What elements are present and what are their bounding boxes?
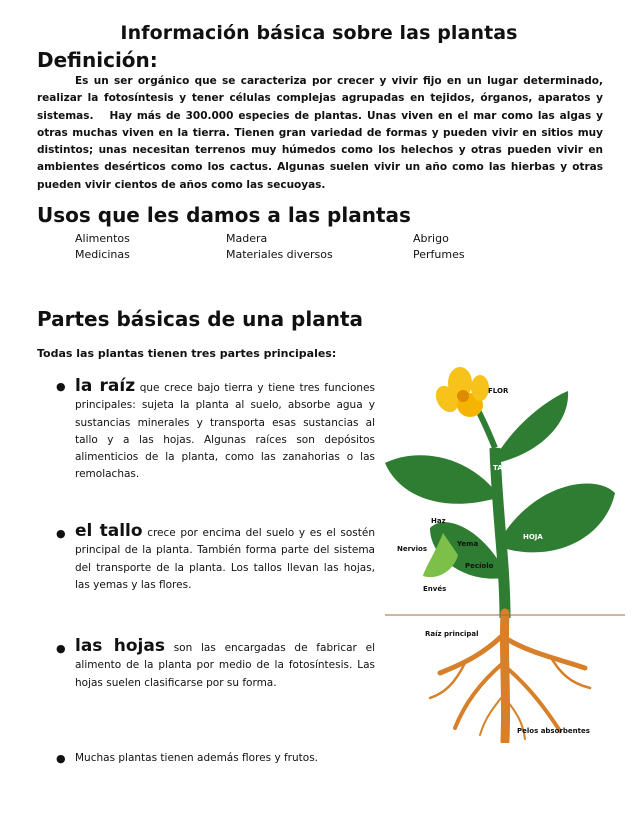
bullet-hojas xyxy=(75,638,375,692)
bullet-flores xyxy=(75,750,395,767)
label-flor: FLOR xyxy=(488,387,509,395)
leaf-right-shape xyxy=(501,483,615,552)
stem-shape xyxy=(495,448,505,618)
use-item: Materiales diversos xyxy=(226,248,333,261)
bullet-text: son las encargadas de fabricar el alimento de la planta por medio de la fotosíntesis. Las hojas suelen clasificarse por su forma. xyxy=(75,642,375,689)
bullet-keyword: la raíz xyxy=(75,376,136,396)
parts-heading: Partes básicas de una planta xyxy=(37,307,364,331)
label-nervios: Nervios xyxy=(397,545,427,553)
label-enves: Envés xyxy=(423,585,447,593)
plant-diagram xyxy=(385,363,625,743)
definition-text-a: Es un ser orgánico que se caracteriza por crecer y vivir fijo en un lugar determinado, realizar la fotosíntesis y tener células complejas agrupadas en tejidos, órganos, aparatos y sistemas. xyxy=(37,75,603,122)
leaf-upper-right-shape xyxy=(495,391,568,463)
use-item: Alimentos xyxy=(75,232,130,245)
uses-heading: Usos que les damos a las plantas xyxy=(37,203,411,227)
use-item: Abrigo xyxy=(413,232,449,245)
page-title: Información básica sobre las plantas xyxy=(120,22,518,44)
use-item: Perfumes xyxy=(413,248,465,261)
label-yema: Yema xyxy=(457,540,479,548)
bullet-dot: ● xyxy=(56,642,66,655)
use-item: Madera xyxy=(226,232,268,245)
flower-shape xyxy=(431,367,489,417)
parts-intro: Todas las plantas tienen tres partes principales: xyxy=(37,347,337,360)
bullet-text: Muchas plantas tienen además flores y frutos. xyxy=(75,752,319,764)
bullet-dot: ● xyxy=(56,527,66,540)
definition-paragraph xyxy=(37,73,603,194)
definition-text-b: Hay más de 300.000 especies de plantas. Unas viven en el mar como las algas y otras muchas viven en la tierra. Tienen gran variedad de formas y pueden vivir en sitios muy distintos; unas necesitan terrenos muy húmedos como los helechos y otras pueden vivir en ambientes desérticos como los cactus. Algunas suelen vivir un año como las hierbas y otras pueden vivir cientos de años como las secuoyas. xyxy=(37,109,603,191)
bullet-tallo xyxy=(75,523,375,594)
label-tallo: TALLO xyxy=(493,464,518,472)
label-raiz-principal: Raíz principal xyxy=(425,630,479,638)
bullet-keyword: las hojas xyxy=(75,636,165,656)
label-peciolo: Pecíolo xyxy=(465,562,494,570)
label-pelos-absorbentes: Pelos absorbentes xyxy=(517,727,590,735)
bullet-dot: ● xyxy=(56,380,66,393)
bullet-text: que crece bajo tierra y tiene tres funciones principales: sujeta la planta al suelo, absorbe agua y sustancias minerales y transporta esas sustancias al tallo y a las hojas. Algunas raíces son depósitos alimenticios de la planta, como las zanahorias o las remolachas. xyxy=(75,382,375,481)
use-item: Medicinas xyxy=(75,248,130,261)
bullet-dot: ● xyxy=(56,752,66,765)
bullet-text: crece por encima del suelo y es el sostén principal de la planta. También forma parte del sistema del transporte de la planta. Los tallos llevan las hojas, las yemas y las flores. xyxy=(75,527,375,591)
bullet-keyword: el tallo xyxy=(75,521,143,541)
leaf-upper-left-shape xyxy=(385,455,497,504)
label-hoja: HOJA xyxy=(523,533,543,541)
bullet-raiz xyxy=(75,378,375,484)
definition-heading: Definición: xyxy=(37,48,158,72)
label-haz: Haz xyxy=(431,517,446,525)
